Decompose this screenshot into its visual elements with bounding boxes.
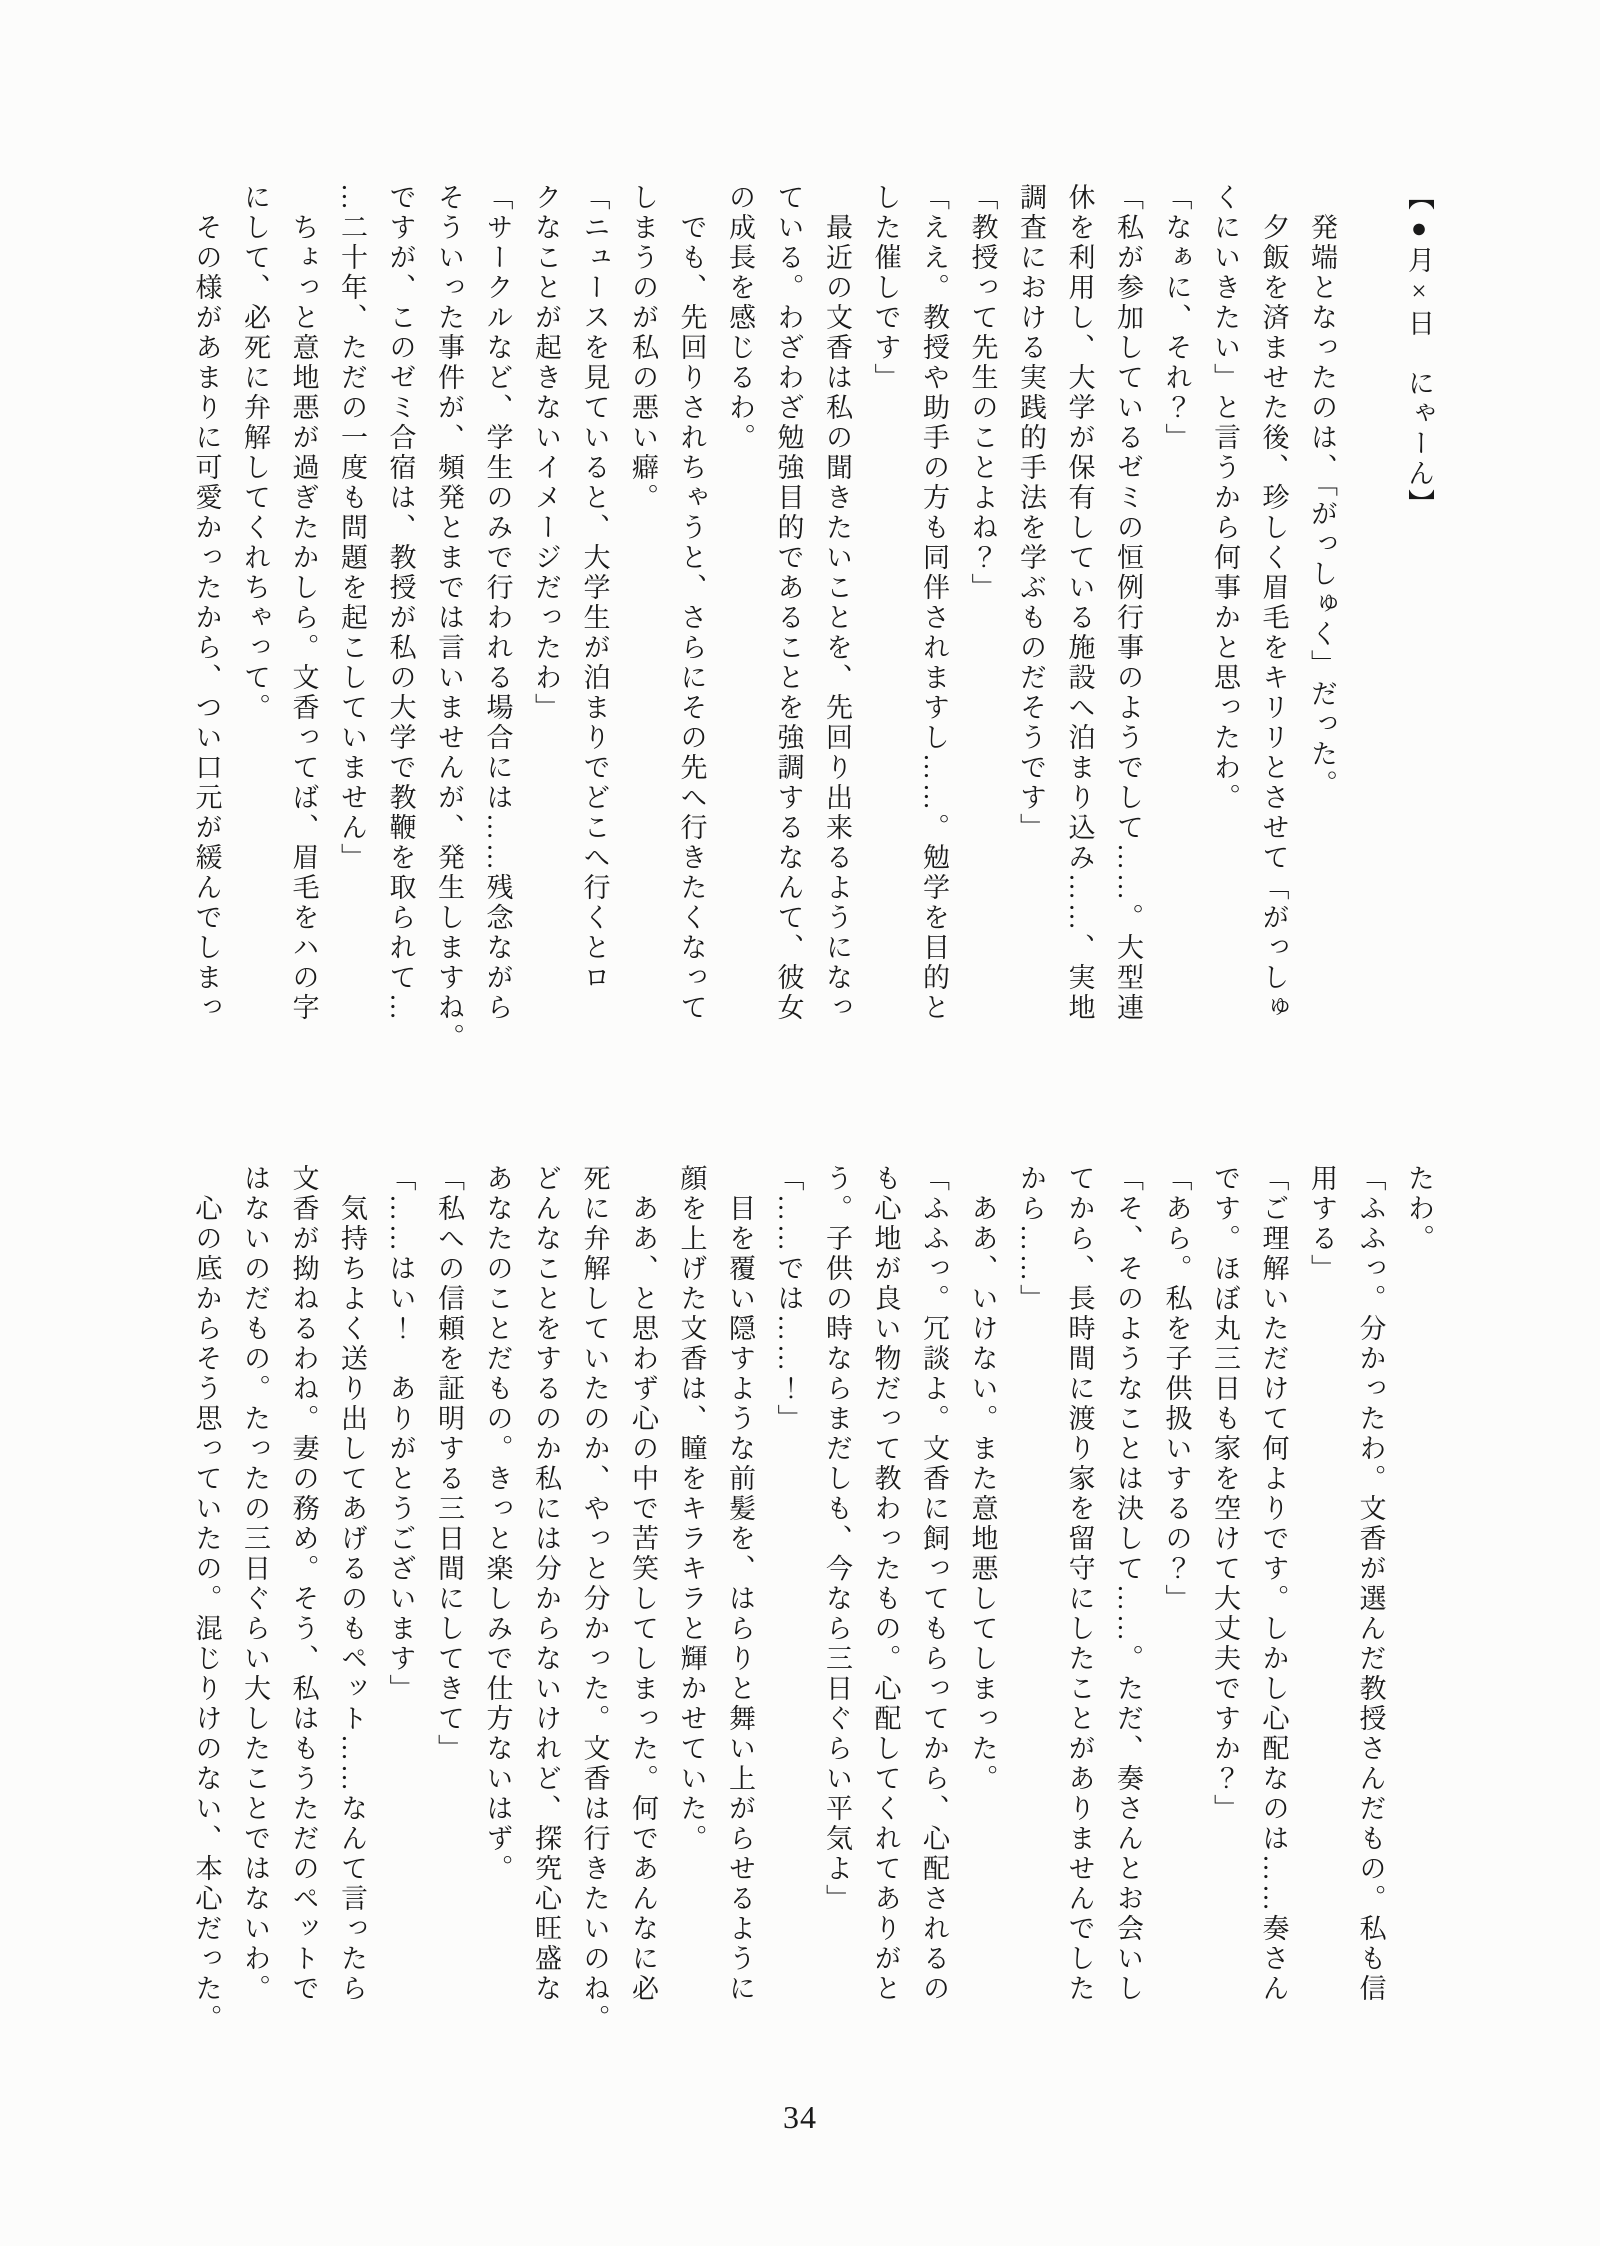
text-line: 「そ、そのようなことは決して……。ただ、奏さんとお会いし: [1113, 1164, 1143, 2004]
text-line: くにいきたい」と言うから何事かと思ったわ。: [1210, 183, 1240, 813]
text-line: 気持ちよく送り出してあげるのもペット……なんて言ったら: [337, 1194, 367, 2004]
text-line: 「……はい！ ありがとうございます」: [385, 1164, 416, 1704]
text-line: ああ、と思わず心の中で苦笑してしまった。何であんなに必: [628, 1194, 658, 2004]
text-line: の成長を感じるわ。: [725, 183, 755, 453]
text-line: 「ふふっ。冗談よ。文香に飼ってもらってから、心配されるの: [919, 1164, 949, 2004]
text-line: 「あら。私を子供扱いするの？」: [1161, 1164, 1192, 1614]
diary-entry-bottom-block: [182, 1164, 1443, 2048]
text-line: クなことが起きないイメージだったわ」: [531, 183, 561, 723]
text-line: 心の底からそう思っていたの。混じりけのない、本心だった。: [191, 1194, 222, 2034]
text-line: も心地が良い物だって教わったもの。心配してくれてありがと: [870, 1164, 901, 2004]
text-line: 用する」: [1307, 1164, 1337, 1284]
text-line: 「ええ。教授や助手の方も同伴されますし……。勉学を目的と: [919, 183, 949, 1023]
text-line: 最近の文香は私の聞きたいことを、先回り出来るようになっ: [822, 213, 852, 1023]
text-line: 顔を上げた文香は、瞳をキラキラと輝かせていた。: [676, 1164, 707, 1854]
text-line: 「なぁに、それ？」: [1161, 183, 1192, 453]
page-number: 34: [783, 2099, 817, 2135]
text-line: 文香が拗ねるわね。妻の務め。そう、私はもうただのペットで: [288, 1164, 319, 2004]
text-line: ている。わざわざ勉強目的であることを強調するなんて、彼女: [773, 183, 804, 1023]
text-line: 「……では……！」: [773, 1164, 804, 1434]
text-line: でも、先回りされちゃうと、さらにその先へ行きたくなって: [676, 213, 707, 1023]
text-line: ですが、このゼミ合宿は、教授が私の大学で教鞭を取られて…: [385, 183, 416, 1023]
text-line: 「私が参加しているゼミの恒例行事のようでして……。大型連: [1113, 183, 1143, 1023]
text-line: その様があまりに可愛かったから、つい口元が緩んでしまっ: [191, 213, 222, 1023]
text-line: あなたのことだもの。きっと楽しみで仕方ないはず。: [482, 1164, 513, 1884]
text-line: 目を覆い隠すような前髪を、はらりと舞い上がらせるように: [725, 1194, 755, 2004]
text-line: 「私への信頼を証明する三日間にしてきて」: [434, 1164, 464, 1764]
diary-entry-top-block: [182, 183, 1443, 1075]
text-line: 休を利用し、大学が保有している施設へ泊まり込み……、実地: [1064, 183, 1095, 1023]
text-line: しまうのが私の悪い癖。: [628, 183, 658, 513]
text-line: ああ、いけない。また意地悪してしまった。: [967, 1194, 998, 1794]
text-line: にして、必死に弁解してくれちゃって。: [240, 183, 270, 723]
entry-heading: 【●月×日 にゃーん】: [1404, 183, 1434, 519]
text-line: 「教授って先生のことよね？」: [967, 183, 998, 603]
text-line: 死に弁解していたのか、やっと分かった。文香は行きたいのね。: [579, 1164, 610, 2034]
text-line: そういった事件が、頻発とまでは言いませんが、発生しますね。: [434, 183, 464, 1053]
text-line: てから、長時間に渡り家を留守にしたことがありませんでした: [1064, 1164, 1095, 2004]
text-line: たわ。: [1404, 1164, 1434, 1254]
text-line: から……」: [1016, 1164, 1046, 1314]
text-line: 夕飯を済ませた後、珍しく眉毛をキリリとさせて「がっしゅ: [1258, 213, 1289, 1023]
text-line: …二十年、ただの一度も問題を起こしていません」: [337, 183, 367, 873]
text-line: 「ふふっ。分かったわ。文香が選んだ教授さんだもの。私も信: [1355, 1164, 1386, 2004]
text-line: 調査における実践的手法を学ぶものだそうです」: [1016, 183, 1046, 843]
text-line: う。子供の時ならまだしも、今なら三日ぐらい平気よ」: [822, 1164, 852, 1914]
text-line: はないのだもの。たったの三日ぐらい大したことではないわ。: [240, 1164, 270, 2004]
text-line: した催しです」: [870, 183, 901, 393]
text-line: どんなことをするのか私には分からないけれど、探究心旺盛な: [531, 1164, 561, 2004]
text-line: 「ご理解いただけて何よりです。しかし心配なのは……奏さん: [1258, 1164, 1289, 2004]
text-line: 発端となったのは、「がっしゅく」だった。: [1307, 213, 1337, 800]
text-line: ちょっと意地悪が過ぎたかしら。文香ってば、眉毛をハの字: [288, 213, 319, 1023]
text-line: 「ニュースを見ていると、大学生が泊まりでどこへ行くとロ: [579, 183, 610, 993]
text-line: 「サークルなど、学生のみで行われる場合には……残念ながら: [482, 183, 513, 1023]
text-line: です。ほぼ丸三日も家を空けて大丈夫ですか？」: [1210, 1164, 1240, 1824]
spacer-line: [1346, 183, 1395, 1075]
